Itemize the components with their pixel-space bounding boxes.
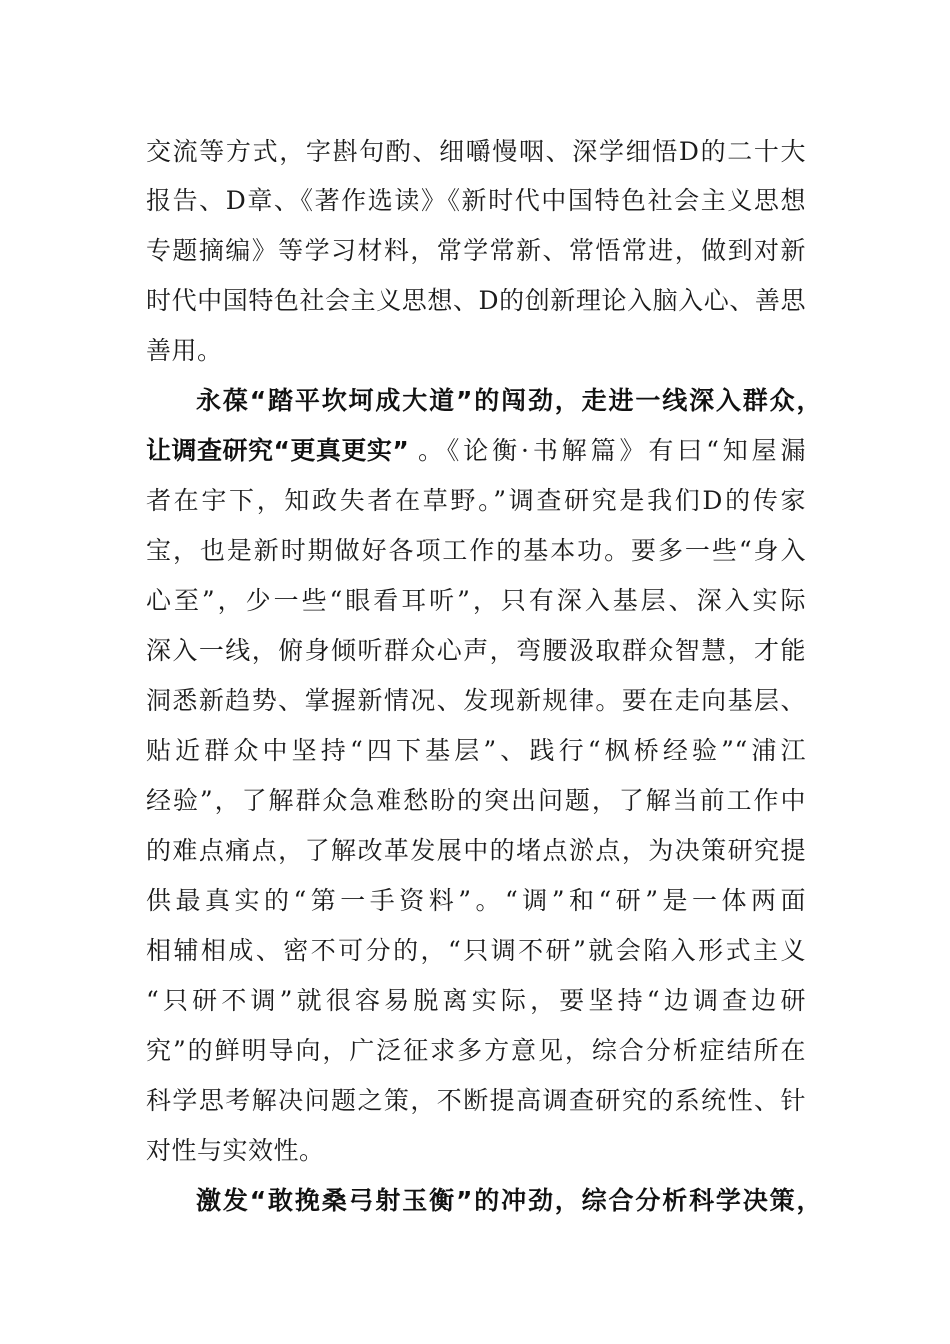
paragraph-line: 供最真实的“第一手资料”。“调”和“研”是一体两面: [146, 886, 806, 915]
section-heading-line: 激发“敢挽桑弓射玉衡”的冲劲，综合分析科学决策，: [196, 1186, 822, 1215]
paragraph-line: 善用。: [146, 336, 223, 365]
paragraph-line: 交流等方式，字斟句酌、细嚼慢咽、深学细悟D的二十大: [146, 137, 806, 166]
paragraph-line: 专题摘编》等学习材料，常学常新、常悟常进，做到对新: [146, 236, 806, 265]
paragraph-line: 。《论衡·书解篇》有曰“知屋漏: [418, 436, 806, 465]
section-heading-line: 永葆“踏平坎坷成大道”的闯劲，走进一线深入群众，: [196, 386, 822, 415]
paragraph-line: “只研不调”就很容易脱离实际，要坚持“边调查边研: [146, 986, 806, 1015]
paragraph-line: 洞悉新趋势、掌握新情况、发现新规律。要在走向基层、: [146, 686, 806, 715]
paragraph-line: 贴近群众中坚持“四下基层”、践行“枫桥经验”“浦江: [146, 736, 806, 765]
paragraph-line: 科学思考解决问题之策，不断提高调查研究的系统性、针: [146, 1086, 806, 1115]
paragraph-line: 者在宇下，知政失者在草野。”调查研究是我们D的传家: [146, 486, 806, 515]
paragraph-line: 宝，也是新时期做好各项工作的基本功。要多一些“身入: [146, 536, 806, 565]
paragraph-line: 报告、D章、《著作选读》《新时代中国特色社会主义思想: [146, 186, 806, 215]
paragraph-line: 相辅相成、密不可分的，“只调不研”就会陷入形式主义: [146, 936, 806, 965]
paragraph-line: 的难点痛点，了解改革发展中的堵点淤点，为决策研究提: [146, 836, 806, 865]
paragraph-line: 经验”，了解群众急难愁盼的突出问题，了解当前工作中: [146, 786, 806, 815]
paragraph-line: 深入一线，俯身倾听群众心声，弯腰汲取群众智慧，才能: [146, 636, 806, 665]
section-heading-line: 让调查研究“更真更实”: [146, 436, 410, 465]
paragraph-line: 时代中国特色社会主义思想、D的创新理论入脑入心、善思: [146, 286, 806, 315]
paragraph-line: 心至”，少一些“眼看耳听”，只有深入基层、深入实际: [146, 586, 806, 615]
paragraph-line: 对性与实效性。: [146, 1136, 325, 1165]
paragraph-line: 究”的鲜明导向，广泛征求多方意见，综合分析症结所在: [146, 1036, 806, 1065]
